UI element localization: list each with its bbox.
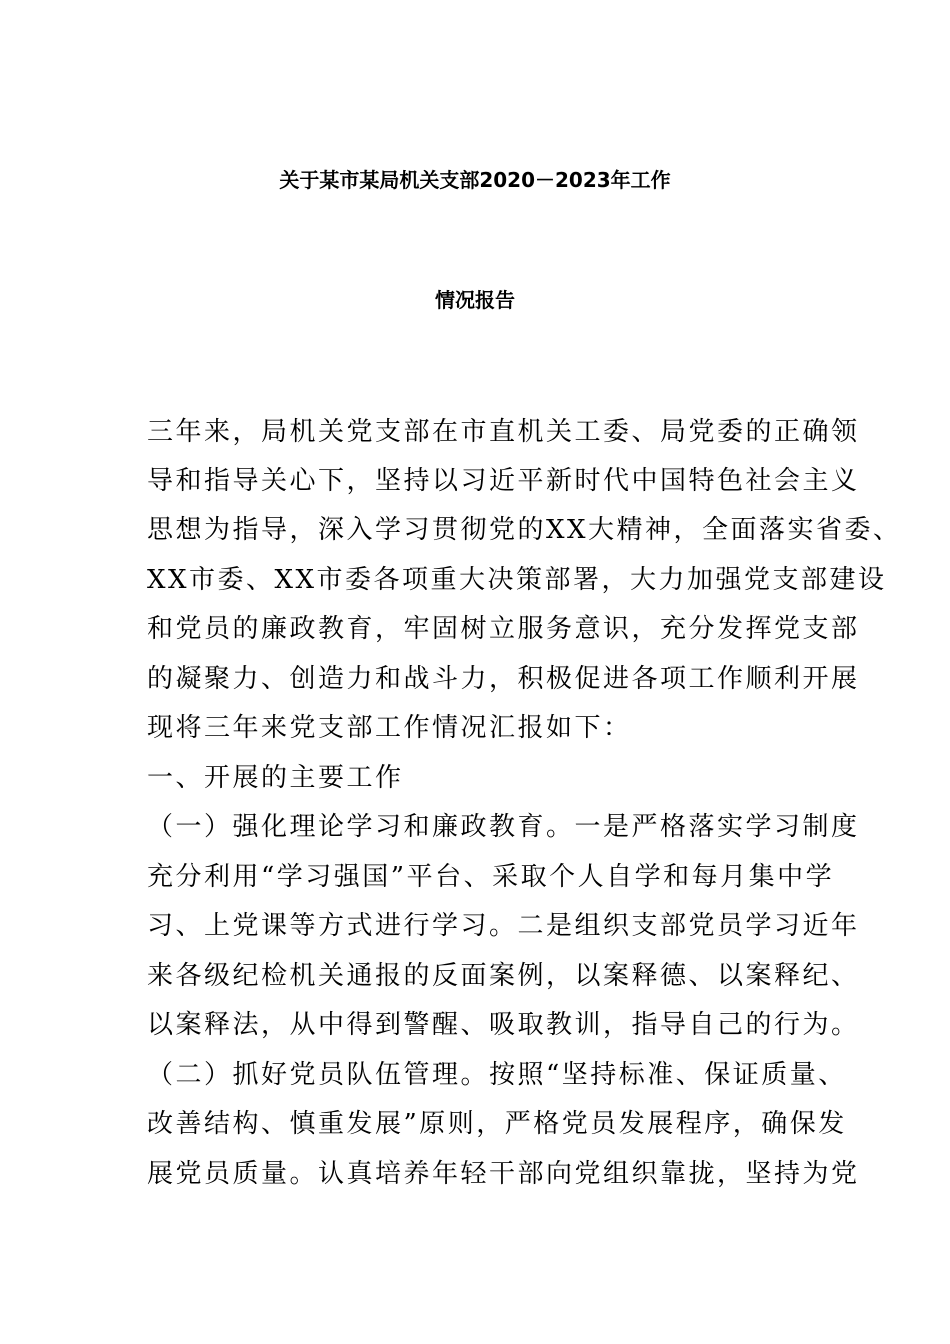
body-line-9: （一）强化理论学习和廉政教育。一是严格落实学习制度 [147,812,860,842]
body-line-2: 导和指导关心下，坚持以习近平新时代中国特色社会主义 [147,466,860,496]
section-heading: 一、开展的主要工作 [147,763,404,793]
body-line-1: 三年来，局机关党支部在市直机关工委、局党委的正确领 [147,417,860,447]
body-line-7: 现将三年来党支部工作情况汇报如下： [147,713,632,743]
body-line-6: 的凝聚力、创造力和战斗力，积极促进各项工作顺利开展 [147,664,860,694]
document-title-line-2: 情况报告 [435,288,515,312]
body-line-4: XX市委、XX市委各项重大决策部署，大力加强党支部建设 [147,565,887,595]
body-line-10: 充分利用“学习强国”平台、采取个人自学和每月集中学 [147,862,835,892]
body-line-16: 展党员质量。认真培养年轻干部向党组织靠拢，坚持为党 [147,1159,860,1189]
body-line-5: 和党员的廉政教育，牢固树立服务意识，充分发挥党支部 [147,614,860,644]
body-line-3: 思想为指导，深入学习贯彻党的XX大精神，全面落实省委、 [147,515,902,545]
body-line-15: 改善结构、慎重发展”原则，严格党员发展程序，确保发 [147,1109,847,1139]
body-line-14: （二）抓好党员队伍管理。按照“坚持标准、保证质量、 [147,1060,847,1090]
body-line-13: 以案释法，从中得到警醒、吸取教训，指导自己的行为。 [147,1010,860,1040]
body-line-12: 来各级纪检机关通报的反面案例，以案释德、以案释纪、 [147,961,860,991]
body-line-11: 习、上党课等方式进行学习。二是组织支部党员学习近年 [147,911,860,941]
document-title-line-1: 关于某市某局机关支部2020－2023年工作 [279,168,671,192]
